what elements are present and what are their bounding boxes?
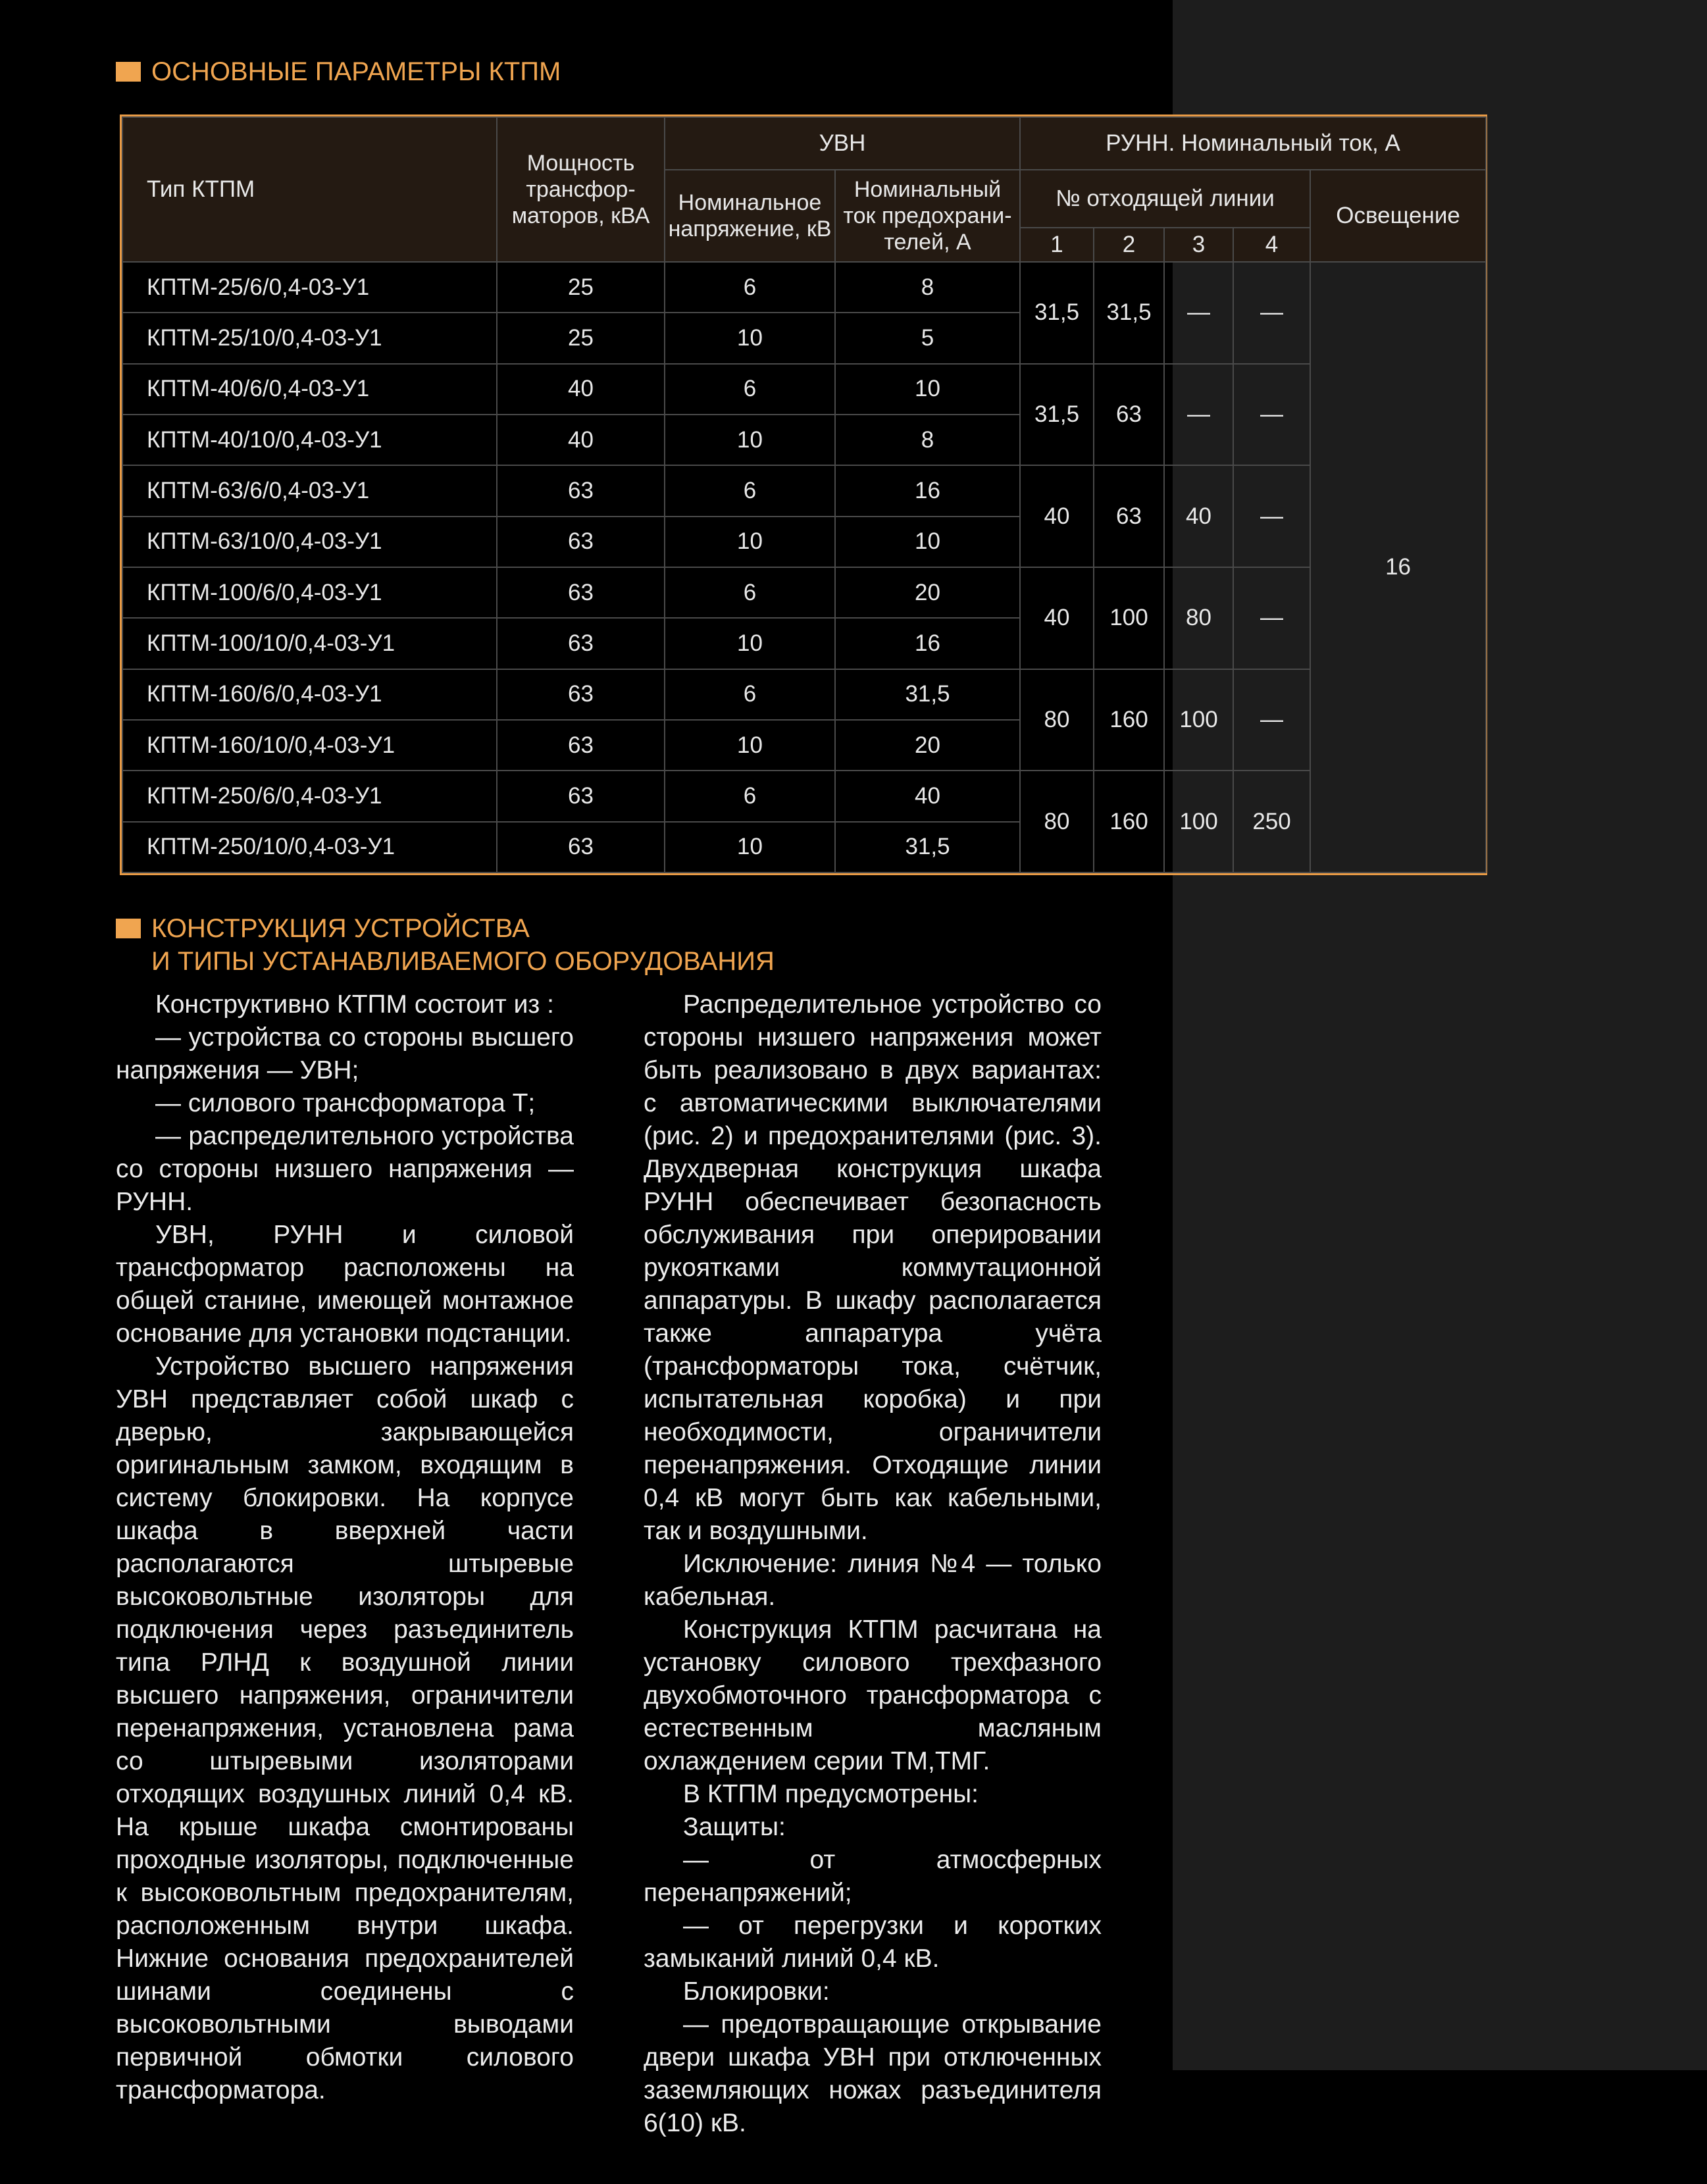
cell-line-1: 31,5 bbox=[1020, 364, 1094, 466]
params-table-frame bbox=[120, 114, 1487, 875]
cell-power: 40 bbox=[497, 364, 665, 415]
cell-current: 16 bbox=[835, 465, 1020, 516]
cell-voltage: 6 bbox=[665, 262, 835, 313]
paragraph: Распределительное устройство со стороны низшего напряжения может быть реализовано в двух вариантах: с автоматическими выключателями (рис. 2) и предохранителями (рис. 3). Двухдверная конструкция шкафа РУНН обеспечивает безопасность обслуживания при оперировании рукоятками коммутационной аппаратуры. В шкафу располагается также аппаратура учёта (трансформаторы тока, счётчик, испытательная коробка) и при необходимости, ограничители перенапряжения. Отходящие линии 0,4 кВ могут быть как кабельными, так и воздушными. bbox=[644, 990, 1102, 1545]
paragraph: Исключение: линия №4 — только кабельная. bbox=[644, 1550, 1102, 1611]
cell-voltage: 10 bbox=[665, 822, 835, 873]
cell-current: 40 bbox=[835, 771, 1020, 821]
cell-current: 16 bbox=[835, 618, 1020, 669]
cell-line-3: — bbox=[1164, 364, 1233, 466]
cell-type: КПТМ-160/6/0,4-03-У1 bbox=[122, 669, 497, 720]
header-type: Тип КТПМ bbox=[122, 117, 497, 262]
cell-line-1: 80 bbox=[1020, 771, 1094, 873]
cell-voltage: 6 bbox=[665, 465, 835, 516]
table-row bbox=[122, 262, 1486, 313]
text-column-right bbox=[644, 988, 1102, 2140]
cell-line-3: 80 bbox=[1164, 567, 1233, 669]
cell-voltage: 10 bbox=[665, 618, 835, 669]
cell-current: 20 bbox=[835, 567, 1020, 618]
header-lighting: Освещение bbox=[1310, 170, 1486, 262]
cell-voltage: 6 bbox=[665, 567, 835, 618]
cell-power: 63 bbox=[497, 517, 665, 567]
cell-current: 20 bbox=[835, 720, 1020, 771]
cell-current: 5 bbox=[835, 313, 1020, 363]
section-title: ОСНОВНЫЕ ПАРАМЕТРЫ КТПМ bbox=[151, 57, 561, 86]
cell-current: 8 bbox=[835, 415, 1020, 465]
cell-line-3: 100 bbox=[1164, 669, 1233, 771]
cell-line-1: 80 bbox=[1020, 669, 1094, 771]
paragraph: В КТПМ предусмотрены: bbox=[683, 1780, 979, 1808]
cell-line-3: 100 bbox=[1164, 771, 1233, 873]
header-power: Мощность трансфор-маторов, кВА bbox=[497, 117, 665, 262]
paragraph: — распределительного устройства со стороны низшего напряжения — РУНН. bbox=[116, 1122, 574, 1216]
heading-square-icon bbox=[116, 919, 141, 938]
cell-current: 10 bbox=[835, 364, 1020, 415]
cell-line-1: 40 bbox=[1020, 567, 1094, 669]
header-line-4: 4 bbox=[1233, 228, 1310, 262]
cell-type: КПТМ-160/10/0,4-03-У1 bbox=[122, 720, 497, 771]
header-runn: РУНН. Номинальный ток, А bbox=[1020, 117, 1486, 170]
header-uvn-voltage: Номинальное напряжение, кВ bbox=[665, 170, 835, 262]
cell-line-4: — bbox=[1233, 262, 1310, 364]
table-row bbox=[122, 567, 1486, 618]
cell-type: КПТМ-250/6/0,4-03-У1 bbox=[122, 771, 497, 821]
cell-type: КПТМ-25/6/0,4-03-У1 bbox=[122, 262, 497, 313]
paragraph: — устройства со стороны высшего напряжения — УВН; bbox=[116, 1023, 574, 1084]
cell-type: КПТМ-100/10/0,4-03-У1 bbox=[122, 618, 497, 669]
cell-voltage: 10 bbox=[665, 720, 835, 771]
header-line-2: 2 bbox=[1094, 228, 1164, 262]
text-column-left bbox=[116, 988, 574, 2107]
cell-power: 25 bbox=[497, 262, 665, 313]
heading-square-icon bbox=[116, 62, 141, 82]
paragraph: — предотвращающие открывание двери шкафа УВН при отключенных заземляющих ножах разъединителя 6(10) кВ. bbox=[644, 2010, 1102, 2137]
params-table bbox=[122, 116, 1487, 873]
cell-current: 10 bbox=[835, 517, 1020, 567]
table-row bbox=[122, 364, 1486, 415]
cell-line-4: — bbox=[1233, 567, 1310, 669]
header-line-1: 1 bbox=[1020, 228, 1094, 262]
paragraph: Защиты: bbox=[683, 1813, 786, 1841]
cell-line-4: — bbox=[1233, 364, 1310, 466]
cell-line-2: 160 bbox=[1094, 669, 1164, 771]
cell-voltage: 10 bbox=[665, 517, 835, 567]
section-title-line-1: КОНСТРУКЦИЯ УСТРОЙСТВА bbox=[151, 914, 530, 943]
paragraph: Конструкция КТПМ расчитана на установку силового трехфазного двухобмоточного трансформатора с естественным масляным охлаждением серии ТМ,ТМГ. bbox=[644, 1615, 1102, 1775]
cell-type: КПТМ-63/10/0,4-03-У1 bbox=[122, 517, 497, 567]
cell-line-2: 31,5 bbox=[1094, 262, 1164, 364]
cell-line-1: 31,5 bbox=[1020, 262, 1094, 364]
header-line-no: № отходящей линии bbox=[1020, 170, 1310, 228]
cell-power: 63 bbox=[497, 771, 665, 821]
cell-power: 25 bbox=[497, 313, 665, 363]
paragraph: УВН, РУНН и силовой трансформатор расположены на общей станине, имеющей монтажное основание для установки подстанции. bbox=[116, 1221, 574, 1348]
cell-power: 40 bbox=[497, 415, 665, 465]
cell-power: 63 bbox=[497, 720, 665, 771]
cell-power: 63 bbox=[497, 465, 665, 516]
header-uvn-current: Номинальный ток предохрани-телей, А bbox=[835, 170, 1020, 262]
cell-line-3: — bbox=[1164, 262, 1233, 364]
cell-type: КПТМ-100/6/0,4-03-У1 bbox=[122, 567, 497, 618]
cell-power: 63 bbox=[497, 669, 665, 720]
cell-line-3: 40 bbox=[1164, 465, 1233, 567]
cell-voltage: 6 bbox=[665, 771, 835, 821]
cell-type: КПТМ-250/10/0,4-03-У1 bbox=[122, 822, 497, 873]
section-title-line-2: И ТИПЫ УСТАНАВЛИВАЕМОГО ОБОРУДОВАНИЯ bbox=[151, 947, 775, 976]
header-line-3: 3 bbox=[1164, 228, 1233, 262]
cell-type: КПТМ-40/10/0,4-03-У1 bbox=[122, 415, 497, 465]
paragraph: — силового трансформатора Т; bbox=[155, 1089, 536, 1117]
cell-power: 63 bbox=[497, 822, 665, 873]
cell-current: 8 bbox=[835, 262, 1020, 313]
paragraph: Устройство высшего напряжения УВН представляет собой шкаф с дверью, закрывающейся оригинальным замком, входящим в систему блокировки. На корпусе шкафа в вверхней части располагаются штыревые высоковольтные изоляторы для подключения через разъединитель типа РЛНД к воздушной линии высшего напряжения, ограничители перенапряжения, установлена рама со штыревыми изоляторами отходящих воздушных линий 0,4 кВ. На крыше шкафа смонтированы проходные изоляторы, подключенные к высоковольтным предохранителям, расположенным внутри шкафа. Нижние основания предохранителей шинами соединены с высоковольтными выводами первичной обмотки силового трансформатора. bbox=[116, 1352, 574, 2104]
cell-line-4: 250 bbox=[1233, 771, 1310, 873]
cell-voltage: 6 bbox=[665, 669, 835, 720]
cell-line-1: 40 bbox=[1020, 465, 1094, 567]
table-row bbox=[122, 771, 1486, 821]
cell-current: 31,5 bbox=[835, 669, 1020, 720]
paragraph: — от перегрузки и коротких замыканий линий 0,4 кВ. bbox=[644, 1912, 1102, 1973]
section-heading-params bbox=[116, 55, 561, 88]
cell-type: КПТМ-25/10/0,4-03-У1 bbox=[122, 313, 497, 363]
paragraph: Блокировки: bbox=[683, 1977, 830, 2006]
cell-power: 63 bbox=[497, 567, 665, 618]
cell-voltage: 10 bbox=[665, 415, 835, 465]
cell-type: КПТМ-63/6/0,4-03-У1 bbox=[122, 465, 497, 516]
cell-current: 31,5 bbox=[835, 822, 1020, 873]
cell-voltage: 10 bbox=[665, 313, 835, 363]
header-uvn: УВН bbox=[665, 117, 1020, 170]
paragraph: Конструктивно КТПМ состоит из : bbox=[155, 990, 554, 1019]
cell-line-2: 63 bbox=[1094, 465, 1164, 567]
cell-voltage: 6 bbox=[665, 364, 835, 415]
cell-line-2: 100 bbox=[1094, 567, 1164, 669]
cell-line-2: 160 bbox=[1094, 771, 1164, 873]
section-heading-construction bbox=[116, 912, 775, 978]
cell-line-4: — bbox=[1233, 669, 1310, 771]
table-row bbox=[122, 669, 1486, 720]
cell-lighting: 16 bbox=[1310, 262, 1486, 873]
cell-line-4: — bbox=[1233, 465, 1310, 567]
cell-line-2: 63 bbox=[1094, 364, 1164, 466]
table-row bbox=[122, 465, 1486, 516]
paragraph: — от атмосферных перенапряжений; bbox=[644, 1846, 1102, 1907]
cell-type: КПТМ-40/6/0,4-03-У1 bbox=[122, 364, 497, 415]
cell-power: 63 bbox=[497, 618, 665, 669]
